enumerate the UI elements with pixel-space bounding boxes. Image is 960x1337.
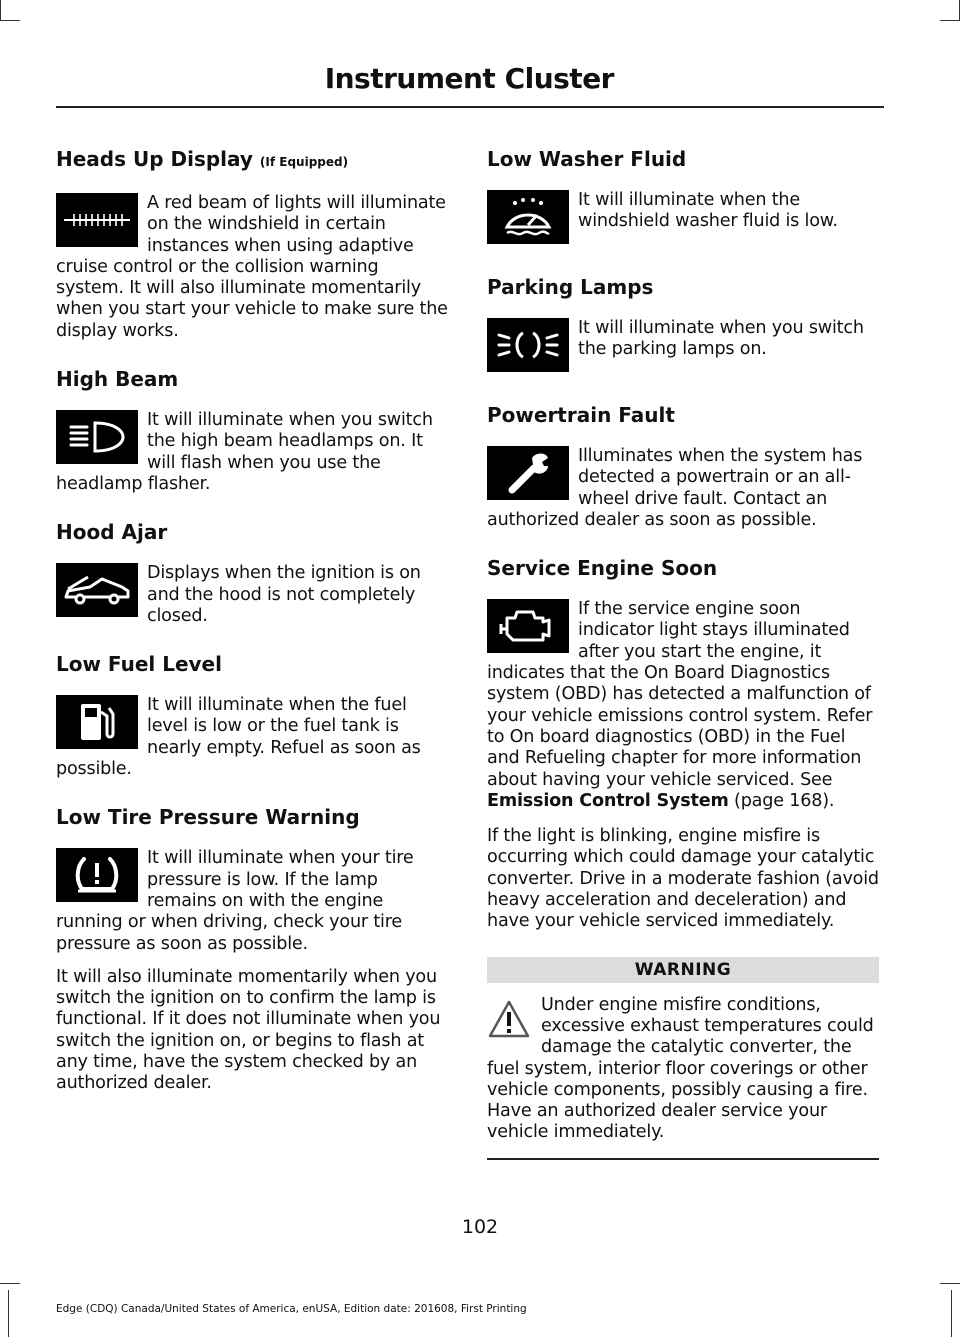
- section-title: High Beam: [56, 367, 179, 392]
- wrench-icon: [487, 446, 569, 500]
- section-title: Parking Lamps: [487, 275, 654, 299]
- section-low-tire-pressure: Low Tire Pressure Warning It will illuminate when your tire pressure is low. If the lamp remains on with the engine running or when driving, check your tire pressure as soon as possible. It will also illuminate momentarily when you switch the ignition on to confirm the lamp is functional. If it does not illuminate when you switch the ignition on, or begins to flash at any time, have the system checked by an authorized dealer.: [56, 804, 448, 1094]
- section-title: Service Engine Soon: [487, 556, 718, 581]
- crop-mark: [940, 20, 960, 21]
- crop-mark: [940, 1283, 960, 1284]
- crop-mark: [951, 1290, 952, 1337]
- section-title: Hood Ajar: [56, 520, 168, 545]
- fuel-pump-icon: [56, 695, 138, 749]
- section-title: Low Washer Fluid: [487, 147, 687, 171]
- warning-bottom-rule: [487, 1158, 879, 1160]
- section-title: Low Fuel Level: [56, 652, 222, 677]
- section-hood-ajar: Hood Ajar Displays when the ignition is on and the hood is not completely closed.: [56, 519, 448, 627]
- parking-lamps-icon: [487, 318, 569, 372]
- warning-triangle-icon: [487, 999, 531, 1039]
- warning-label: WARNING: [487, 957, 879, 983]
- section-title: Heads Up Display (If Equipped): [56, 147, 349, 171]
- left-column: [56, 146, 448, 1119]
- hood-ajar-icon: [56, 563, 138, 617]
- crop-mark: [0, 1283, 20, 1284]
- check-engine-icon: [487, 599, 569, 653]
- cross-reference-link[interactable]: Emission Control System: [487, 790, 729, 811]
- tire-pressure-icon: [56, 848, 138, 902]
- crop-mark: [0, 20, 20, 21]
- section-service-engine-soon: Service Engine Soon If the service engine soon indicator light stays illuminated after you start the engine, it indicates that the On Board Diagnostics system (OBD) has detected a malfunction of your vehicle emissions control system. Refer to On board diagnostics (OBD) in the Fuel and Refueling chapter for more information about having your vehicle serviced. See Emission Control System (page 168). If the light is blinking, engine misfire is occurring which could damage your catalytic converter. Drive in a moderate fashion (avoid heavy acceleration and deceleration) and have your vehicle serviced immediately.: [487, 556, 879, 932]
- crop-mark: [0, 0, 1, 20]
- right-column: [487, 146, 879, 1160]
- footer-edition: Edge (CDQ) Canada/United States of America, enUSA, Edition date: 201608, First Printing: [56, 1303, 527, 1315]
- warning-box: WARNING Under engine misfire conditions, excessive exhaust temperatures could damage the catalytic converter, the fuel system, interior floor coverings or other vehicle components, possibly causing a fire. Have an authorized dealer service your vehicle immediately.: [487, 957, 879, 1160]
- header-rule: [56, 106, 884, 108]
- heads-up-display-icon: [56, 193, 138, 247]
- washer-fluid-icon: [487, 190, 569, 244]
- page-title: Instrument Cluster: [324, 62, 614, 95]
- section-low-washer-fluid: Low Washer Fluid It will illuminate when the windshield washer fluid is low.: [487, 146, 879, 250]
- section-powertrain-fault: Powertrain Fault Illuminates when the system has detected a powertrain or an all-wheel drive fault. Contact an authorized dealer as soon as possible.: [487, 402, 879, 531]
- section-low-fuel: Low Fuel Level It will illuminate when the fuel level is low or the fuel tank is nearly empty. Refuel as soon as possible.: [56, 651, 448, 780]
- section-heads-up-display: Heads Up Display (If Equipped) A red beam of lights will illuminate on the windshield in certain instances when using adaptive cruise control or the collision warning system. It will also illuminate momentarily when you start your vehicle to make sure the display works.: [56, 147, 448, 341]
- section-high-beam: High Beam It will illuminate when you switch the high beam headlamps on. It will flash when you use the headlamp flasher.: [56, 366, 448, 495]
- crop-mark: [8, 1290, 9, 1337]
- section-title: Low Tire Pressure Warning: [56, 805, 360, 830]
- section-title: Powertrain Fault: [487, 403, 675, 427]
- high-beam-icon: [56, 410, 138, 464]
- section-parking-lamps: Parking Lamps It will illuminate when you switch the parking lamps on.: [487, 274, 879, 378]
- page-number: 102: [461, 1216, 499, 1238]
